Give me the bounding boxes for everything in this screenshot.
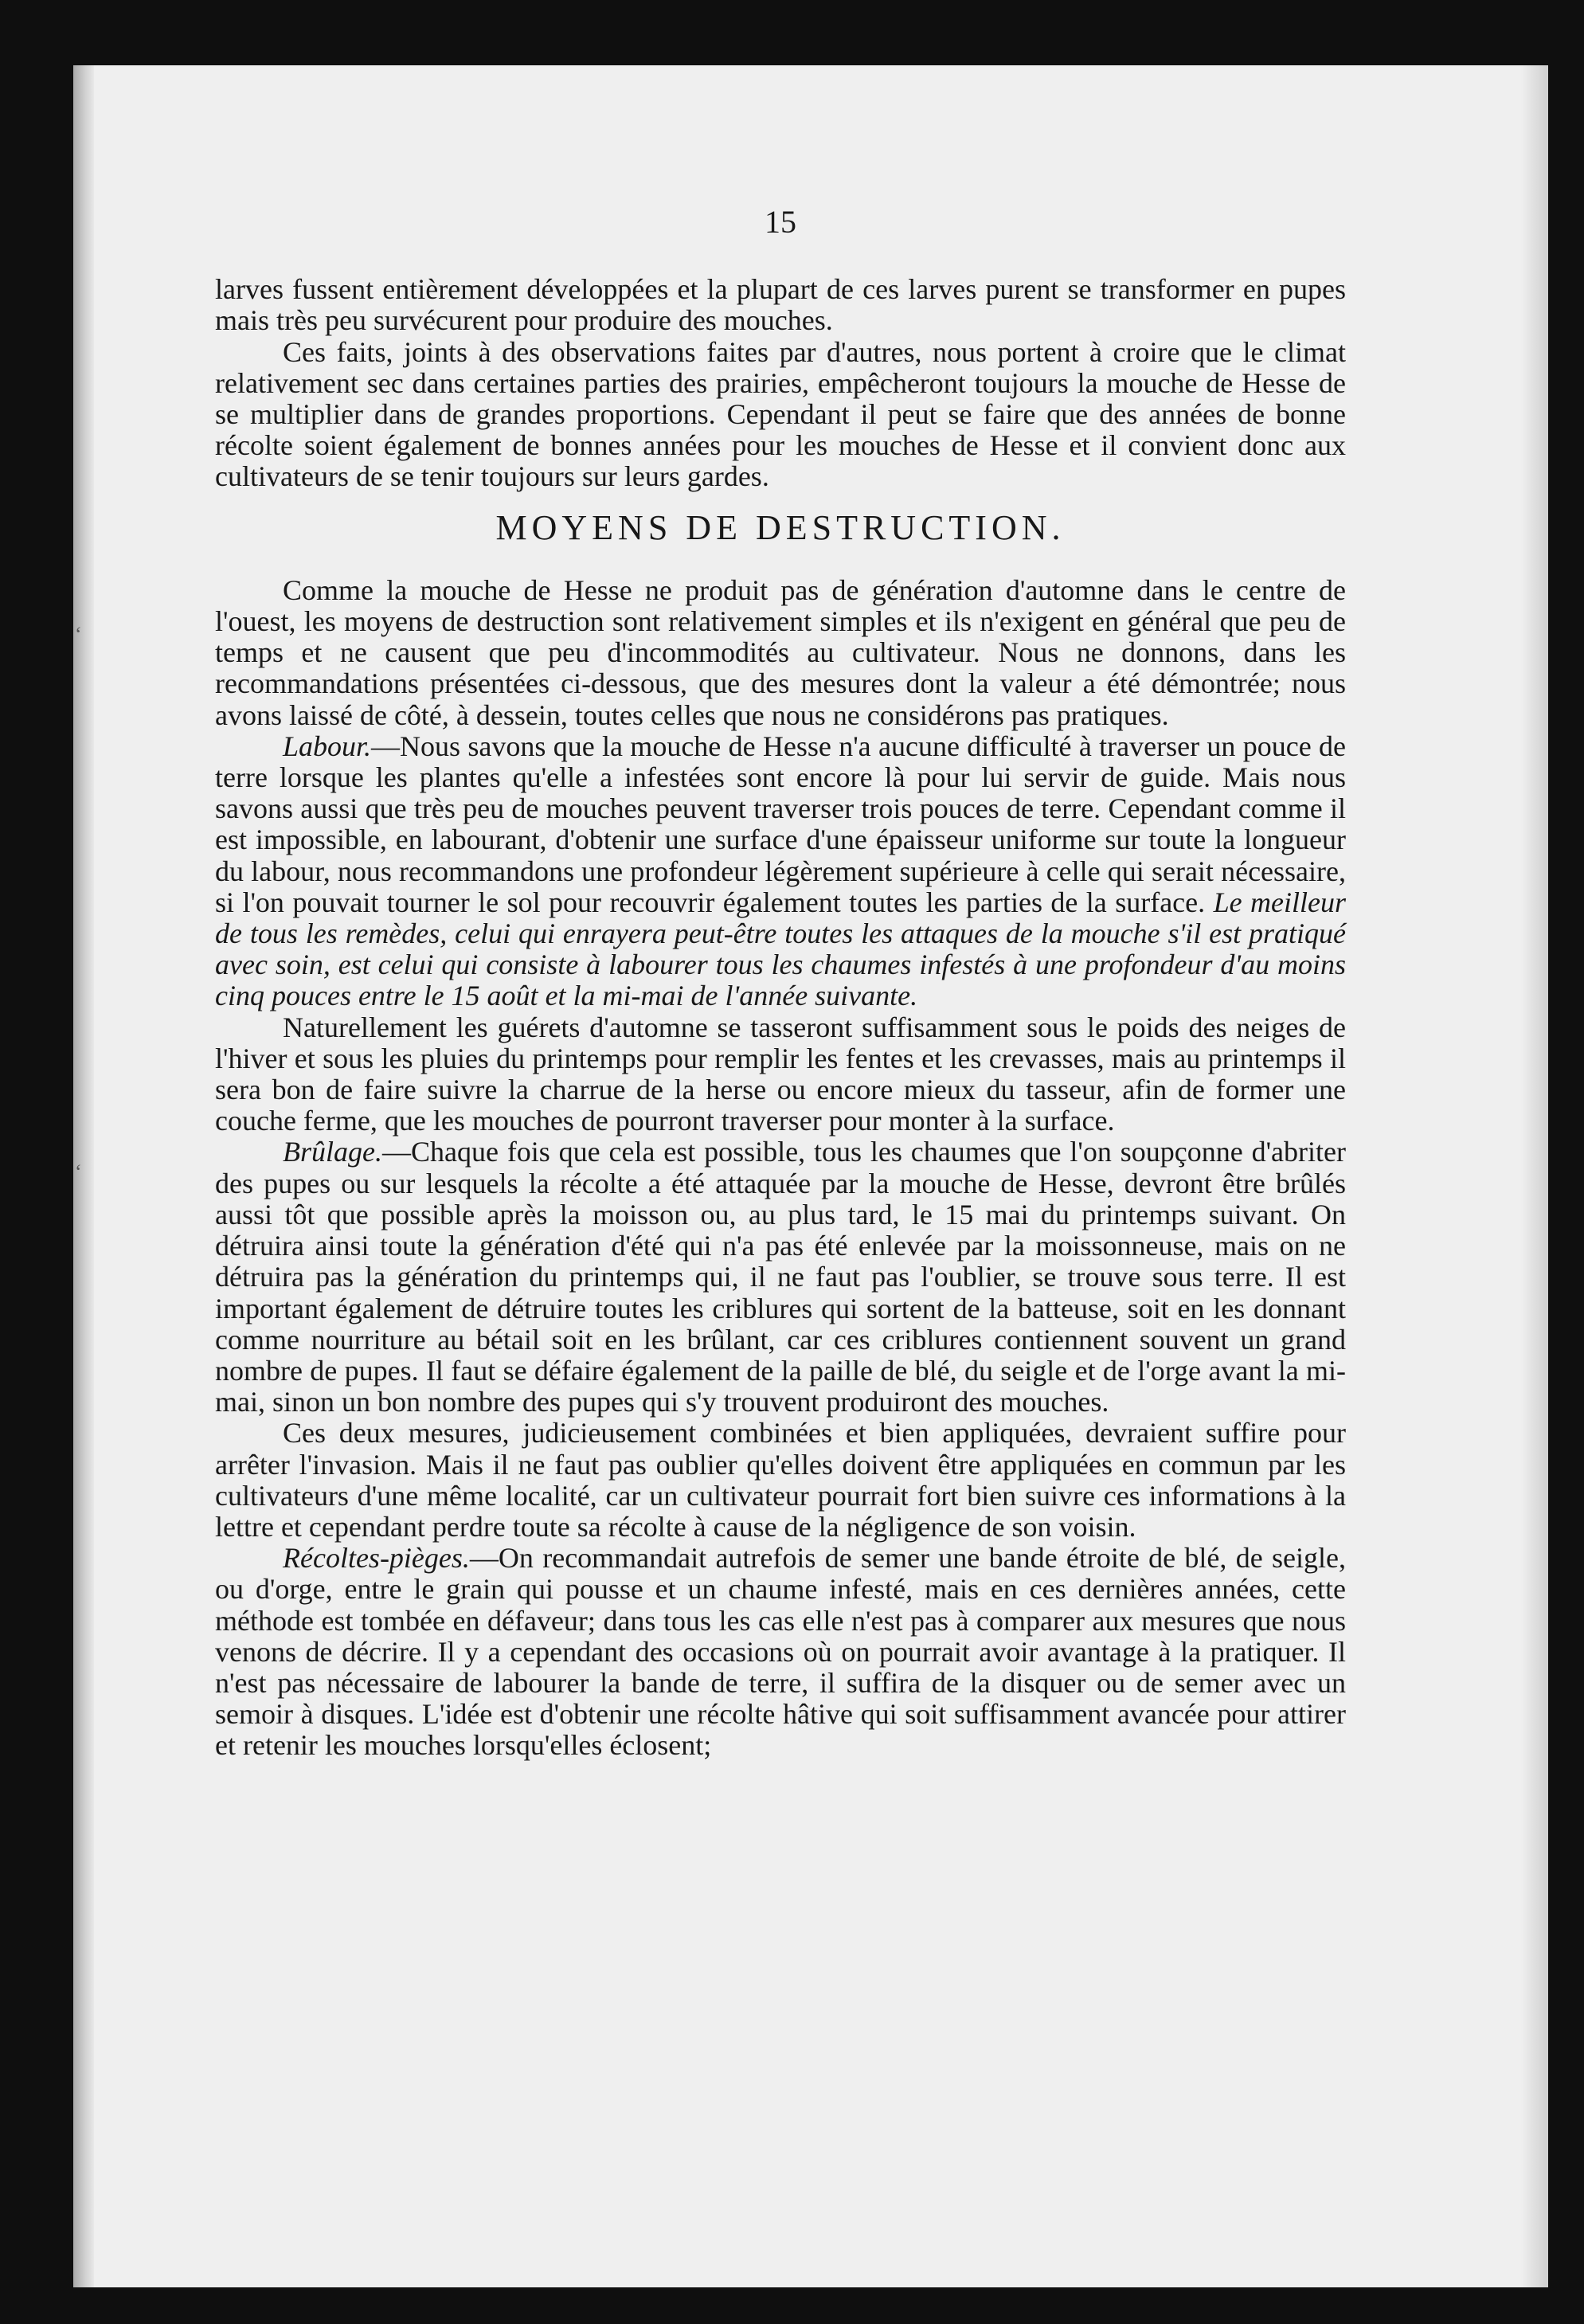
page-content bbox=[215, 206, 1346, 1762]
margin-mark: ‘ bbox=[75, 623, 82, 646]
paragraph-label: Brûlage. bbox=[283, 1136, 382, 1168]
paragraph-label: Labour. bbox=[283, 730, 372, 762]
margin-mark: ‘ bbox=[75, 1160, 82, 1184]
page-sheet bbox=[73, 65, 1548, 2287]
section-heading: MOYENS DE DESTRUCTION. bbox=[495, 507, 1066, 547]
paragraph: Comme la mouche de Hesse ne produit pas de génération d'automne dans le centre de l'ouest, les moyens de destruction sont relativement simples et ils n'exigent en général que peu de temps et ne causent que peu d'incommodités au cultivateur. Nous ne donnons, dans les recommandations présentées ci-dessous, que des mesures dont la valeur a été démontrée; nous avons laissé de côté, à dessein, toutes celles que nous ne considérons pas pratiques. bbox=[215, 573, 1346, 731]
paragraph: Ces deux mesures, judicieusement combinées et bien appliquées, devraient suffire pour arrêter l'invasion. Mais il ne faut pas oublier qu'elles doivent être appliquées en commun par les cultivateurs d'une même localité, car un cultivateur pourrait fort bien suivre ces informations à la lettre et cependant perdre toute sa récolte à cause de la négligence de son voisin. bbox=[215, 1417, 1346, 1543]
paragraph: Ces faits, joints à des observations faites par d'autres, nous portent à croire que le climat relativement sec dans certaines parties des prairies, empêcheront toujours la mouche de Hesse de se multiplier dans de grandes proportions. Cependant il peut se faire que des années de bonne récolte soient également de bonnes années pour les mouches de Hesse et il convient donc aux cultivateurs de se tenir toujours sur leurs gardes. bbox=[215, 335, 1346, 493]
paragraph-body: —On recommandait autrefois de semer une bande étroite de blé, de seigle, ou d'orge, entre le grain qui pousse et un chaume infesté, mais en ces dernières années, cette méthode est tombée en défaveur; dans tous les cas elle n'est pas à comparer aux mesures que nous venons de décrire. Il y a cependant des occasions où on pourrait avoir avantage à la pratiquer. Il n'est pas nécessaire de labourer la bande de terre, il suffira de la disquer ou de semer avec un semoir à disques. L'idée est d'obtenir une récolte hâtive qui soit suffisamment avancée pour attirer et retenir les mouches lorsqu'elles éclosent; bbox=[215, 1542, 1346, 1762]
paragraph-recoltes-pieges bbox=[215, 1543, 1346, 1761]
page-number: 15 bbox=[765, 204, 796, 240]
emphasis-text: Le meilleur de tous les remèdes, celui qui enrayera peut-être toutes les attaques de la mouche s'il est pratiqué avec soin, est celui qui consiste à labourer tous les chaumes infestés à une profondeur d'au moins cinq pouces entre le 15 août et la mi-mai de l'année suivante. bbox=[215, 886, 1346, 1012]
paragraph-body: —Nous savons que la mouche de Hesse n'a aucune difficulté à traverser un pouce de terre lorsque les plantes qu'elle a infestées sont encore là pour lui servir de guide. Mais nous savons aussi que très peu de mouches peuvent traverser trois pouces de terre. Cependant comme il est impossible, en labourant, d'obtenir une surface d'une épaisseur uniforme sur toute la longueur du labour, nous recommandons une profondeur légèrement supérieure à celle qui serait nécessaire, si l'on pouvait tourner le sol pour recouvrir également toutes les parties de la surface. bbox=[215, 730, 1346, 918]
paragraph: larves fussent entièrement développées et la plupart de ces larves purent se transformer en pupes mais très peu survécurent pour produire des mouches. bbox=[215, 273, 1346, 337]
paragraph-label: Récoltes-pièges. bbox=[283, 1542, 470, 1575]
paragraph-labour bbox=[215, 731, 1346, 1012]
page-edge bbox=[1521, 65, 1548, 2287]
paragraph-brulage bbox=[215, 1137, 1346, 1418]
paragraph-body: —Chaque fois que cela est possible, tous les chaumes que l'on soupçonne d'abriter des pupes ou sur lesquels la récolte a été attaquée par la mouche de Hesse, devront être brûlés aussi tôt que possible après la moisson ou, au plus tard, le 15 mai du printemps suivant. On détruira ainsi toute la génération d'été qui n'a pas été enlevée par la moissonneuse, mais on ne détruira pas la génération du printemps qui, il ne faut pas l'oublier, se trouve sous terre. Il est important également de détruire toutes les criblures qui sortent de la batteuse, soit en les donnant comme nourriture au bétail soit en les brûlant, car ces criblures contiennent souvent un grand nombre de pupes. Il faut se défaire également de la paille de blé, du seigle et de l'orge avant la mi-mai, sinon un bon nombre des pupes qui s'y trouvent produiront des mouches. bbox=[215, 1136, 1346, 1418]
paragraph: Naturellement les guérets d'automne se tasseront suffisamment sous le poids des neiges de l'hiver et sous les pluies du printemps pour remplir les fentes et les crevasses, mais au printemps il sera bon de faire suivre la charrue de la herse ou encore mieux du tasseur, afin de former une couche ferme, que les mouches de pourront traverser pour monter à la surface. bbox=[215, 1011, 1346, 1137]
